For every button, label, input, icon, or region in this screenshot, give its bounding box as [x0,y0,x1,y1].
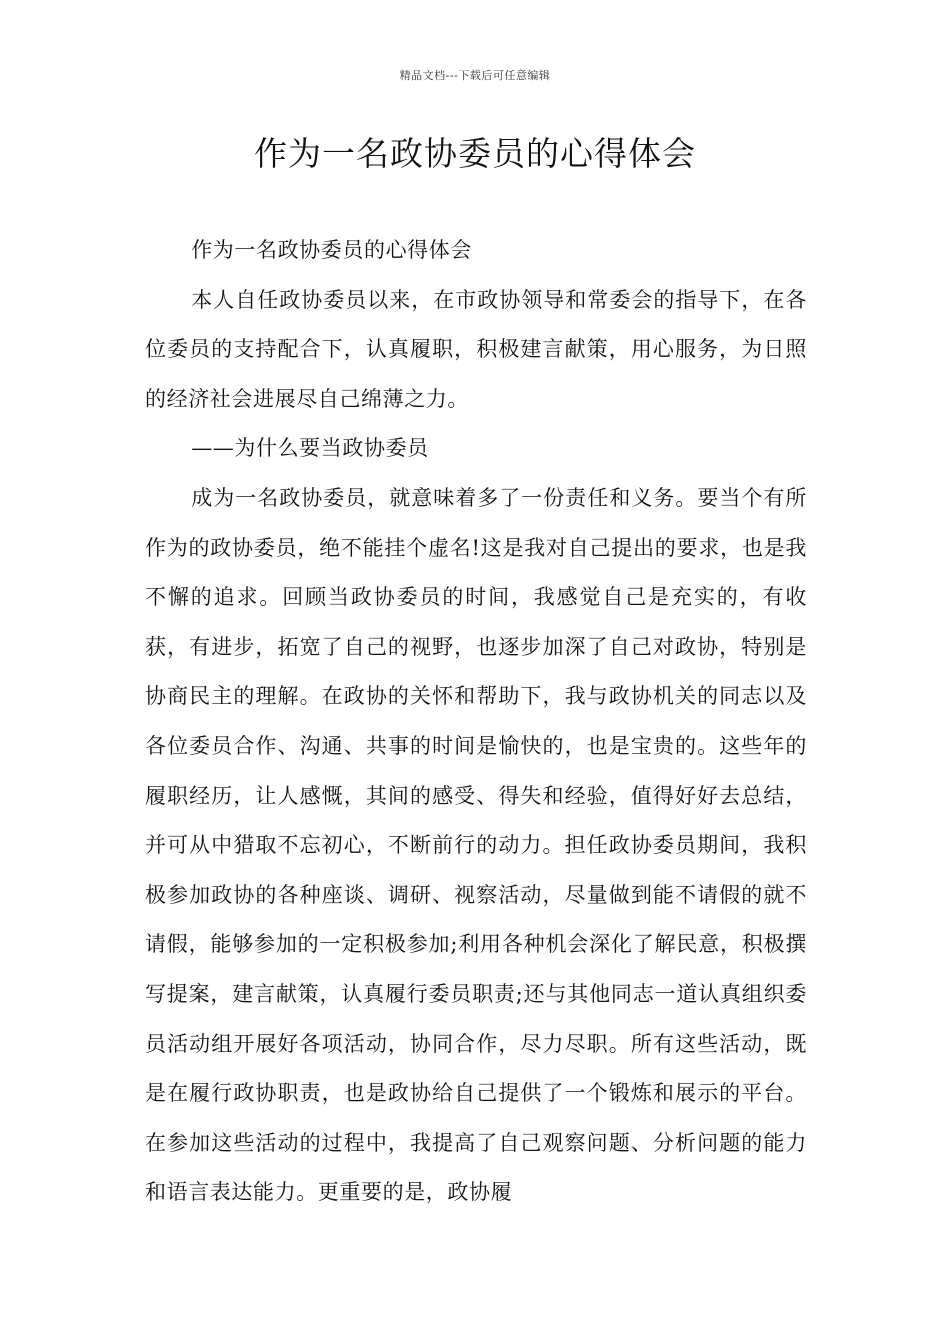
document-title: 作为一名政协委员的心得体会 [254,134,696,173]
paragraph-main: 成为一名政协委员，就意味着多了一份责任和义务。要当个有所作为的政协委员，绝不能挂个虚名!这是我对自己提出的要求，也是我不懈的追求。回顾当政协委员的时间，我感觉自己是充实的，有收获，有进步，拓宽了自己的视野，也逐步加深了自己对政协，特别是协商民主的理解。在政协的关怀和帮助下，我与政协机关的同志以及各位委员合作、沟通、共事的时间是愉快的，也是宝贵的。这些年的履职经历，让人感慨，其间的感受、得失和经验，值得好好去总结，并可从中猎取不忘初心，不断前行的动力。担任政协委员期间，我积极参加政协的各种座谈、调研、视察活动，尽量做到能不请假的就不请假，能够参加的一定积极参加;利用各种机会深化了解民意，积极撰写提案，建言献策，认真履行委员职责;还与其他同志一道认真组织委员活动组开展好各项活动，协同合作，尽力尽职。所有这些活动，既是在履行政协职责，也是政协给自己提供了一个锻炼和展示的平台。在参加这些活动的过程中，我提高了自己观察问题、分析问题的能力和语言表达能力。更重要的是，政协履 [145,485,807,1205]
header-note: 精品文档---下载后可任意编辑 [399,69,551,82]
document-body [145,226,807,1218]
paragraph-subtitle: 作为一名政协委员的心得体会 [191,238,472,262]
paragraph-intro: 本人自任政协委员以来，在市政协领导和常委会的指导下，在各位委员的支持配合下，认真履职，积极建言献策，用心服务，为日照的经济社会进展尽自己绵薄之力。 [145,287,807,411]
paragraph-section-heading: ——为什么要当政协委员 [191,436,429,461]
